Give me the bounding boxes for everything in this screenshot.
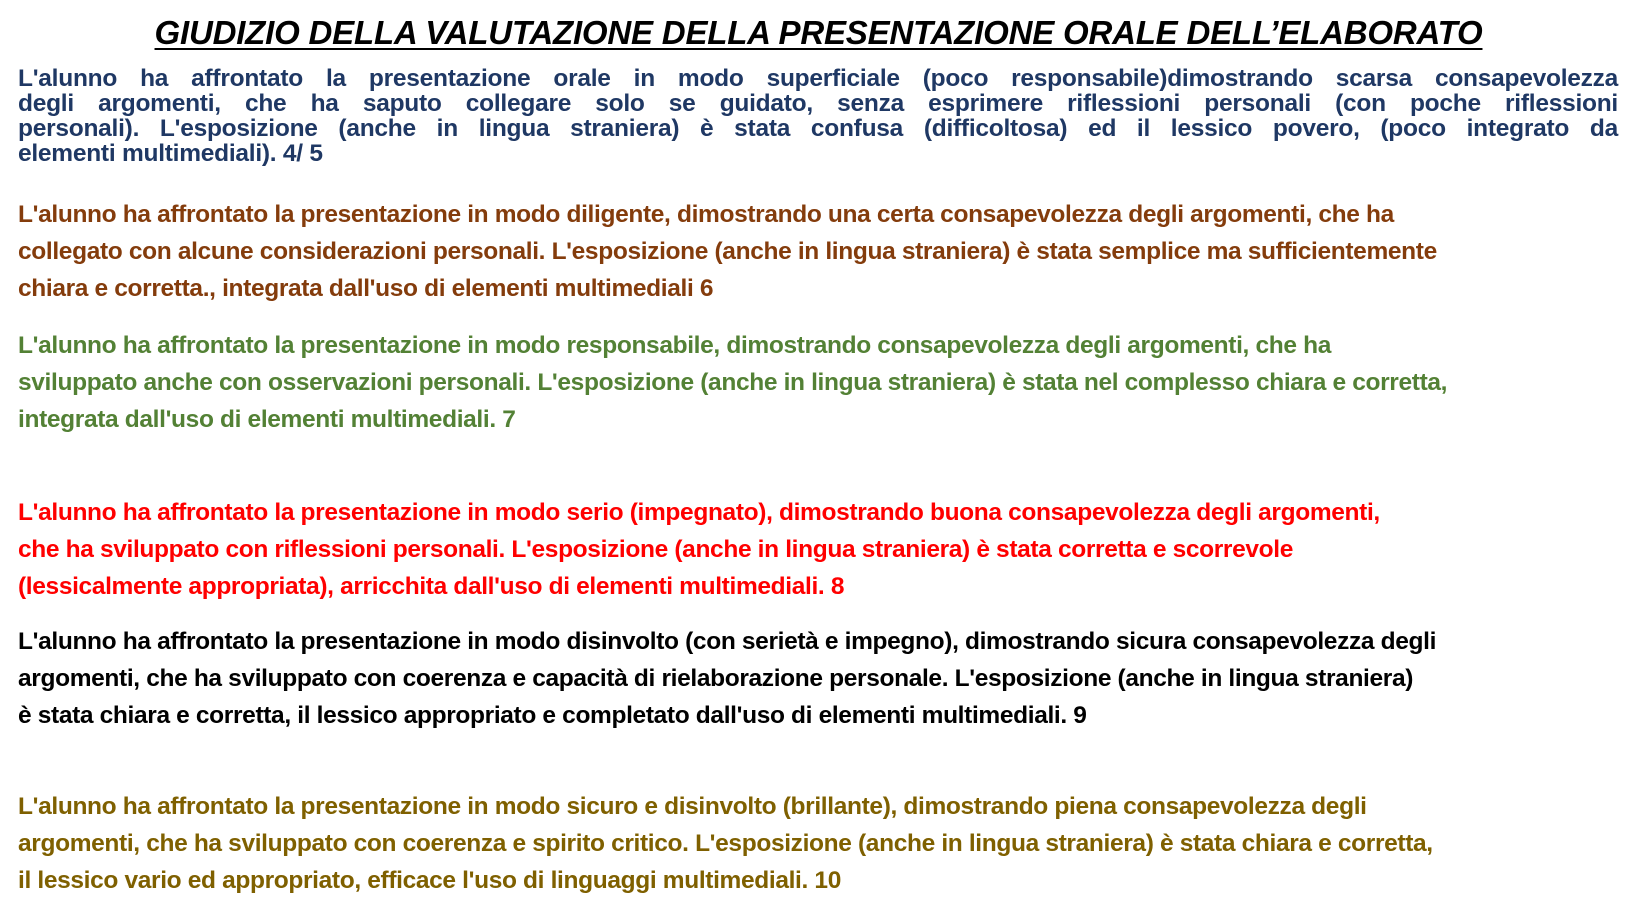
paragraph-line: che ha sviluppato con riflessioni personali. L'esposizione (anche in lingua straniera) è stata corretta e scorrevole [18, 536, 1294, 563]
paragraph-line: degli argomenti, che ha saputo collegare solo se guidato, senza esprimere riflessioni personali (con poche riflessioni [18, 90, 1618, 117]
paragraph-line: personali). L'esposizione (anche in lingua straniera) è stata confusa (difficoltosa) ed il lessico povero, (poco integrato da [18, 115, 1618, 142]
grade-6-paragraph [18, 196, 1437, 307]
paragraph-line: L'alunno ha affrontato la presentazione in modo sicuro e disinvolto (brillante), dimostrando piena consapevolezza degli [18, 793, 1367, 820]
paragraph-line: sviluppato anche con osservazioni personali. L'esposizione (anche in lingua straniera) è stata nel complesso chiara e corretta, [18, 369, 1448, 396]
paragraph-line: L'alunno ha affrontato la presentazione in modo disinvolto (con serietà e impegno), dimostrando sicura consapevolezza degli [18, 628, 1437, 655]
paragraph-line: (lessicalmente appropriata), arricchita dall'uso di elementi multimediali. 8 [18, 573, 845, 600]
paragraph-line: collegato con alcune considerazioni personali. L'esposizione (anche in lingua straniera) è stata semplice ma sufficientemente [18, 238, 1437, 265]
page-title: GIUDIZIO DELLA VALUTAZIONE DELLA PRESENTAZIONE ORALE DELL’ELABORATO [154, 14, 1483, 51]
paragraph-line: argomenti, che ha sviluppato con coerenza e spirito critico. L'esposizione (anche in lingua straniera) è stata chiara e corretta, [18, 830, 1433, 857]
paragraph-line: L'alunno ha affrontato la presentazione in modo responsabile, dimostrando consapevolezza degli argomenti, che ha [18, 332, 1331, 359]
paragraph-line: il lessico vario ed appropriato, efficace l'uso di linguaggi multimediali. 10 [18, 867, 841, 894]
paragraph-line: chiara e corretta., integrata dall'uso di elementi multimediali 6 [18, 275, 714, 302]
paragraph-line: L'alunno ha affrontato la presentazione orale in modo superficiale (poco responsabile)dimostrando scarsa consapevolezza [18, 65, 1618, 92]
paragraph-line: elementi multimediali). 4/ 5 [18, 140, 323, 167]
grade-9-paragraph [18, 623, 1436, 734]
paragraph-line: argomenti, che ha sviluppato con coerenza e capacità di rielaborazione personale. L'esposizione (anche in lingua straniera) [18, 665, 1414, 692]
grade-10-paragraph [18, 788, 1433, 899]
grade-8-paragraph [18, 494, 1380, 605]
paragraph-line: integrata dall'uso di elementi multimediali. 7 [18, 406, 516, 433]
paragraph-line: L'alunno ha affrontato la presentazione in modo serio (impegnato), dimostrando buona consapevolezza degli argomenti, [18, 499, 1380, 526]
paragraph-line: L'alunno ha affrontato la presentazione in modo diligente, dimostrando una certa consapevolezza degli argomenti, che ha [18, 201, 1394, 228]
grade-4-5-paragraph [18, 66, 1618, 166]
paragraph-line: è stata chiara e corretta, il lessico appropriato e completato dall'uso di elementi multimediali. 9 [18, 702, 1087, 729]
grade-7-paragraph [18, 327, 1447, 438]
